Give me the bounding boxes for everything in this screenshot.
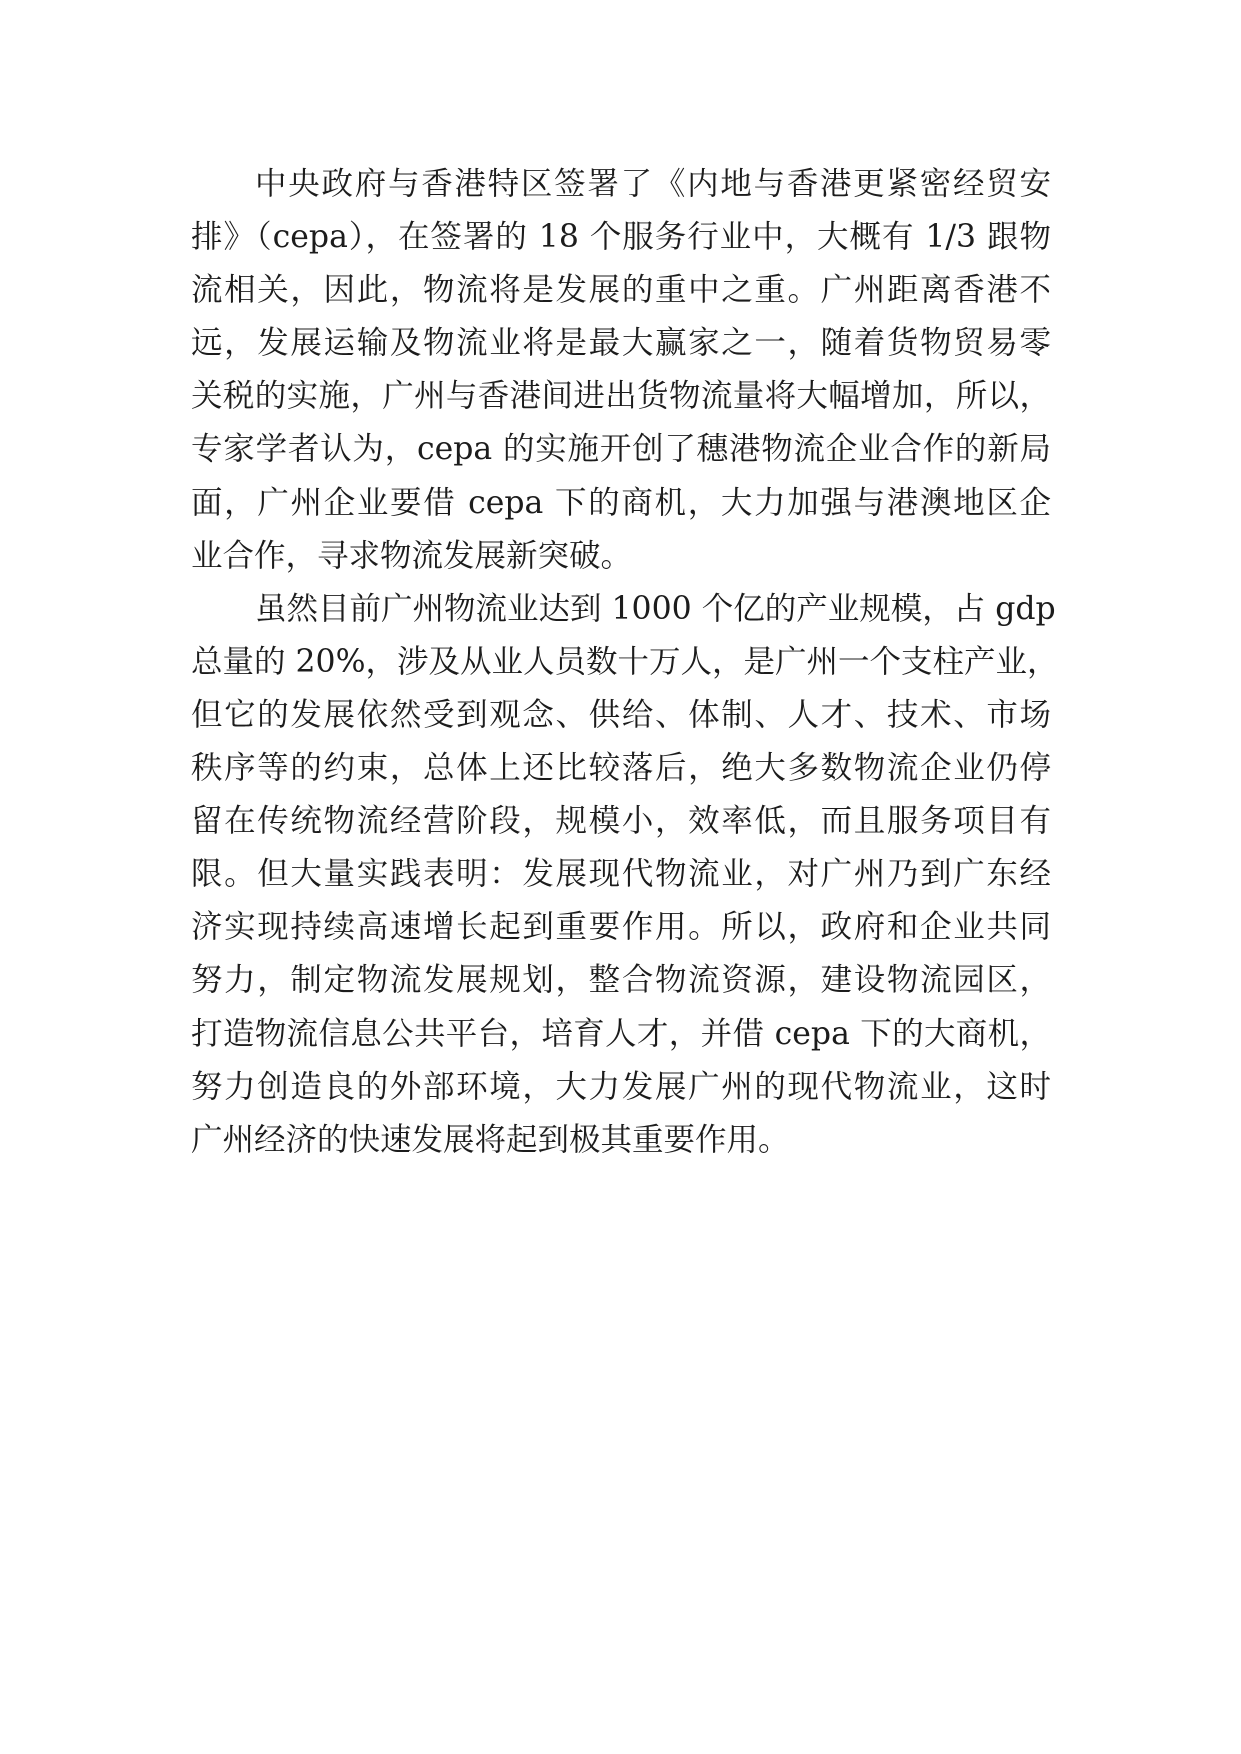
text-line: 努力，制定物流发展规划，整合物流资源，建设物流园区，: [191, 962, 1051, 999]
text-line: 济实现持续高速增长起到重要作用。所以，政府和企业共同: [191, 909, 1051, 946]
text-line: 关税的实施，广州与香港间进出货物流量将大幅增加，所以，: [191, 378, 1051, 415]
text-line: 中央政府与香港特区签署了《内地与香港更紧密经贸安: [255, 166, 1051, 202]
text-line: 努力创造良的外部环境，大力发展广州的现代物流业，这时: [191, 1068, 1051, 1105]
text-line: 专家学者认为，cepa 的实施开创了穗港物流企业合作的新局: [191, 431, 1051, 468]
document-body: [191, 158, 1059, 1167]
text-line: 面，广州企业要借 cepa 下的商机，大力加强与港澳地区企: [191, 484, 1051, 521]
text-line: 排》（cepa），在签署的 18 个服务行业中，大概有 1/3 跟物: [191, 219, 1051, 256]
text-line: 但它的发展依然受到观念、供给、体制、人才、技术、市场: [191, 696, 1051, 733]
paragraph-1: [191, 158, 1051, 583]
text-line: 远，发展运输及物流业将是最大赢家之一，随着货物贸易零: [191, 325, 1051, 362]
text-line: 打造物流信息公共平台，培育人才，并借 cepa 下的大商机，: [191, 1015, 1051, 1052]
text-line: 业合作，寻求物流发展新突破。: [191, 537, 633, 574]
text-line: 虽然目前广州物流业达到 1000 个亿的产业规模，占 gdp: [255, 590, 1056, 627]
text-line: 留在传统物流经营阶段，规模小，效率低，而且服务项目有: [191, 803, 1051, 840]
text-line: 限。但大量实践表明：发展现代物流业，对广州乃到广东经: [191, 856, 1051, 893]
text-line: 总量的 20%，涉及从业人员数十万人，是广州一个支柱产业，: [191, 643, 1059, 680]
text-line: 流相关，因此，物流将是发展的重中之重。广州距离香港不: [191, 272, 1051, 309]
text-line: 秩序等的约束，总体上还比较落后，绝大多数物流企业仍停: [191, 750, 1051, 787]
text-line: 广州经济的快速发展将起到极其重要作用。: [191, 1121, 790, 1158]
paragraph-2: [191, 583, 1059, 1167]
